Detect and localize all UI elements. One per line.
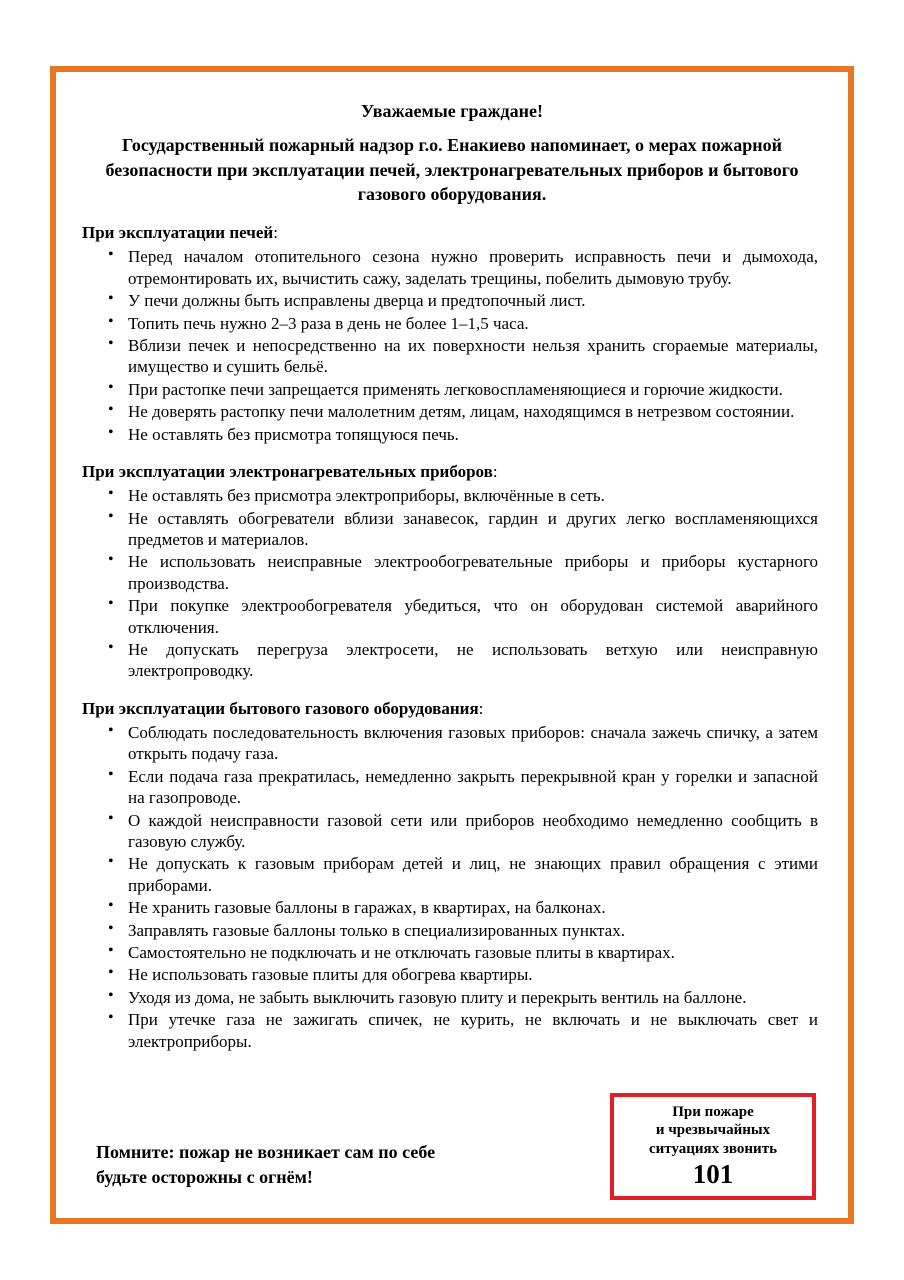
list-item: • Самостоятельно не подключать и не отключать газовые плиты в квартирах. [82, 942, 822, 963]
list-item: • Уходя из дома, не забыть выключить газовую плиту и перекрыть вентиль на баллоне. [82, 987, 822, 1008]
list-item: • Заправлять газовые баллоны только в специализированных пунктах. [82, 920, 822, 941]
poster-heading [82, 100, 822, 206]
list-item: • Не использовать газовые плиты для обогрева квартиры. [82, 964, 822, 985]
page-title: Уважаемые граждане! [361, 101, 543, 121]
remember-line-1: Помните: пожар не возникает сам по себе [96, 1141, 436, 1162]
list-item: • При покупке электрообогревателя убедиться, что он оборудован системой аварийного отключения. [82, 595, 822, 638]
list-item: • При утечке газа не зажигать спичек, не курить, не включать и не выключать свет и электроприборы. [82, 1009, 822, 1052]
list-stoves [82, 246, 822, 445]
list-item: • У печи должны быть исправлены дверца и предтопочный лист. [82, 290, 822, 311]
list-item: • Не допускать перегруза электросети, не использовать ветхую или неисправную электропроводку. [82, 639, 822, 682]
list-gas-equipment [82, 722, 822, 1052]
section-stoves [82, 222, 822, 445]
section-heading-electric-colon: : [492, 462, 498, 482]
remember-message [82, 1140, 435, 1200]
list-item: • Вблизи печек и непосредственно на их поверхности нельзя хранить сгораемые материалы, имущество и сушить бельё. [82, 335, 822, 378]
list-item: • Не допускать к газовым приборам детей и лиц, не знающих правил обращения с этими приборами. [82, 853, 822, 896]
list-item: • Не хранить газовые баллоны в гаражах, в квартирах, на балконах. [82, 897, 822, 918]
remember-line-2: будьте осторожны с огнём! [96, 1166, 313, 1187]
emergency-call-box [610, 1093, 816, 1200]
list-item: • Не доверять растопку печи малолетним детям, лицам, находящимся в нетрезвом состоянии. [82, 401, 822, 422]
poster-footer [82, 1093, 822, 1200]
page-subtitle: Государственный пожарный надзор г.о. Енакиево напоминает, о мерах пожарной безопасности при эксплуатации печей, электронагревательных приборов и бытового газового оборудования. [105, 135, 799, 204]
emergency-line-2: и чрезвычайных [655, 1122, 771, 1139]
list-item: • Топить печь нужно 2–3 раза в день не более 1–1,5 часа. [82, 313, 822, 334]
list-item: • При растопке печи запрещается применять легковоспламеняющиеся и горючие жидкости. [82, 379, 822, 400]
list-item: • Не оставлять без присмотра топящуюся печь. [82, 424, 822, 445]
list-item: • Перед началом отопительного сезона нужно проверить исправность печи и дымохода, отремонтировать их, вычистить сажу, заделать трещины, побелить дымовую трубу. [82, 246, 822, 289]
section-heading-gas-text: При эксплуатации бытового газового оборудования [82, 698, 479, 718]
list-electric-heaters [82, 485, 822, 682]
list-item: • Не оставлять без присмотра электроприборы, включённые в сеть. [82, 485, 822, 506]
list-item: • Соблюдать последовательность включения газовых приборов: сначала зажечь спичку, а затем открыть подачу газа. [82, 722, 822, 765]
list-item: • Если подача газа прекратилась, немедленно закрыть перекрывной кран у горелки и запасной на газопроводе. [82, 766, 822, 809]
list-item: • О каждой неисправности газовой сети или приборов необходимо немедленно сообщить в газовую службу. [82, 810, 822, 853]
section-heading-electric [82, 461, 822, 483]
emergency-line-3: ситуациях звонить [648, 1140, 778, 1157]
poster-frame [50, 66, 854, 1224]
emergency-line-1: При пожаре [672, 1104, 754, 1121]
emergency-phone-number: 101 [692, 1158, 734, 1189]
section-heading-electric-text: При эксплуатации электронагревательных приборов [82, 462, 493, 482]
section-electric-heaters [82, 461, 822, 682]
section-heading-gas-colon: : [478, 698, 484, 718]
list-item: • Не оставлять обогреватели вблизи занавесок, гардин и других легко воспламеняющихся предметов и материалов. [82, 508, 822, 551]
section-heading-gas [82, 698, 822, 720]
section-heading-stoves [82, 222, 822, 244]
list-item: • Не использовать неисправные электрообогревательные приборы и приборы кустарного производства. [82, 551, 822, 594]
section-heading-stoves-colon: : [273, 223, 278, 243]
section-heading-stoves-text: При эксплуатации печей [82, 223, 274, 243]
section-gas-equipment [82, 698, 822, 1052]
